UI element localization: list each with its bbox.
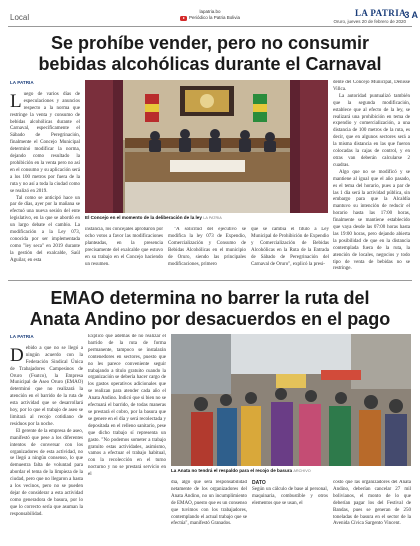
website-text: lapatria.bo [199,9,221,14]
section-tag: Local [10,13,30,22]
article1-column-1: LA PATRIA L uego de varios días de especulaciones y anuncios respecto a la norma que restringe la venta y consumo de bebidas alcohólicas durante el Carnaval, específicamente el Sábado de Peregrinación, finalmente el Concejo Municipal determinó modificar la norma, dejando como resultado la prohibición en la venta pero no así en el consumo y su aplicación será a los 100 metros por fuera de la ruta y no así a toda la ciudad como se realizó en 2019. Tal como se anticipó hace un par de días, ayer por la mañana se efectuó una nueva sesión del ente legislativo, en la que se abordó en un largo debate el cambio. La modificación a la Ley 073, conocida por ser implementada como "ley seca" en 2019 durante la gestión del exalcalde, Saúl Aguilar, en esta [10,80,80,263]
article2-column-2: Explicó que además de no realizar el barrido de la ruta de forma permanente, tampoco se instalarán contenedores en sectores, puesto que no les parece conveniente seguir trabajando a título gratuito cuando la organización se debería hacer cargo de los gastos operativos adicionales que se realizan para atender cada año el Anata Andino. Indicó que si bien no se efectuará el barrido, de todas maneras se prestará el cobro, por la basura que se genere en el día y será recolectada y depositada en el relleno sanitario, pese que dicho trabajo sí representa un gasto. "No podemos someter a trabajo gratuito estas actividades, asimismo, vamos a efectuar el trabajo habitual, con la recolección en el turno nocturno y no se prestará servicio en el [88,334,166,478]
article2-column-3b: DATO Según un cálculo de base al personal, maquinaria, combustible y otros elementos que se usan, el [252,480,328,506]
article1-column-4: que se cambia el título a Ley Municipal de Prohibición de Expendio y Comercialización de Bebidas Alcohólicas en la Ruta de la Entrada de Sábado de Peregrinación del Carnaval de Oruro", explicó la presi- [251,227,329,267]
article2-caption: La Anata no tendrá el respaldo para el recojo de basura ARCHIVO [171,468,311,473]
article2-column-3a: día, algo que será responsabilidad netamente de los organizadores del Anata Andino, no un incumplimiento de EMAO, puesto que es un consenso que tuvimos con los trabajadores, contemplando el actual trabajo que se efectúa", manifestó Granados. [171,480,247,527]
article1-column-3: "A solicitud del ejecutivo se modifica la ley 073 de Expendio, Comercialización y Consumo de Bebidas Alcohólicas en el municipio de Oruro, siendo las principales modificaciones, primero [168,227,246,267]
channel-text: Periódico la Patria Bolivia [188,15,241,20]
article1-caption: El Concejo en el momento de la deliberación de la ley LA PATRIA [85,215,222,220]
page-header [0,0,420,34]
social-block [170,9,250,21]
article1-dropcap: L [10,90,22,112]
article-divider [8,280,412,281]
article1-column-2: instancia, los concejales aprobaron por ocho votos a favor las modificaciones planteadas, en la presencia precisamente del exalcalde que estuvo en su trabajo en el Concejo haciendo un resumen. [85,227,163,267]
article1-headline: Se prohíbe vender, pero no consumir bebidas alcohólicas durante el Carnaval [38,33,382,74]
header-rule [8,26,412,27]
masthead [333,8,406,24]
article1-column-5: dente del Concejo Municipal, Denisse Villca. La autoridad puntualizó también que la segunda modificación, establece que al efecto de la ley, se realizará una prohibición en tema de expendio y comercialización, a una distancia de 100 metros de la ruta, es decir, que en algunos sectores será a la misma distancia en las que fueron colocadas la cajas de control, y en otras van deberán calcularse 2 cuadras. Algo que no se modificó y se mantiene al igual que el año pasado, es el tema del horario, pues a par de las 1 día será la actividad pública, sin embargo para que la Alcaldía mantuvo su intención de reducir el horario hasta las 17:00 horas, finalmente se mantiene establecido que vaya desde las 07:00 horas hasta las 19:00 horas, pero dejando abierta la posibilidad de que en la distancia contemplada fuera de la ruta, la atención de locales, negocios y todo tipo de venta de bebidas no se restringe. [333,80,410,272]
brand-logo: LA PATRIA [354,8,406,18]
article1-byline: LA PATRIA [10,80,34,85]
page-number: 3 A [404,10,418,20]
article2-dropcap: D [10,344,24,366]
article2-byline: LA PATRIA [10,334,34,339]
youtube-icon [180,16,187,21]
dato-subhead: DATO [252,480,266,486]
article1-photo [85,80,328,213]
dateline: Oruro, jueves 20 de febrero de 2020 [333,19,406,24]
article2-headline: EMAO determina no barrer la ruta del Anata Andino por desacuerdos en el pago [29,288,391,329]
anata-parade-image [171,334,411,466]
council-chamber-image [85,80,328,213]
article2-column-4: costo que las organizadores del Anata Andino, deberían cancelar 27 mil bolivianos, el monto de lo que deberían pagar los del Festival de Bandas, pues se generan de 250 toneladas de basura en el sector de la Avenida Cívica Sargento Vincent. [333,480,411,527]
article2-photo [171,334,411,466]
article2-column-1: LA PATRIA D ebido a que no se llegó a ningún acuerdo con la Federación Sindical Única de Trabajadores Campesinos de Oruro (Fsutco), la Empresa Municipal de Aseo Oruro (EMAO) determinó que no realizará la atención en el barrido de la ruta de esta actividad que se desarrollará hoy, por lo que el trabajo de aseo se limitará al recojo cotidiano de residuos por la noche. El gerente de la empresa de aseo, manifestó que pese a los diferentes intentos de conversar con los organizadores de esta actividad, no se llegó a ningún consenso, lo que demuestra falta de voluntad para abordar el tema de la limpieza de la ciudad, pero que no llegaron a hasta a los vecinos, pero no se pueden dejar de considerar a esta actividad como generadora de basura, por lo que lo correcto sería que asuman la responsabilidad. [10,334,83,517]
